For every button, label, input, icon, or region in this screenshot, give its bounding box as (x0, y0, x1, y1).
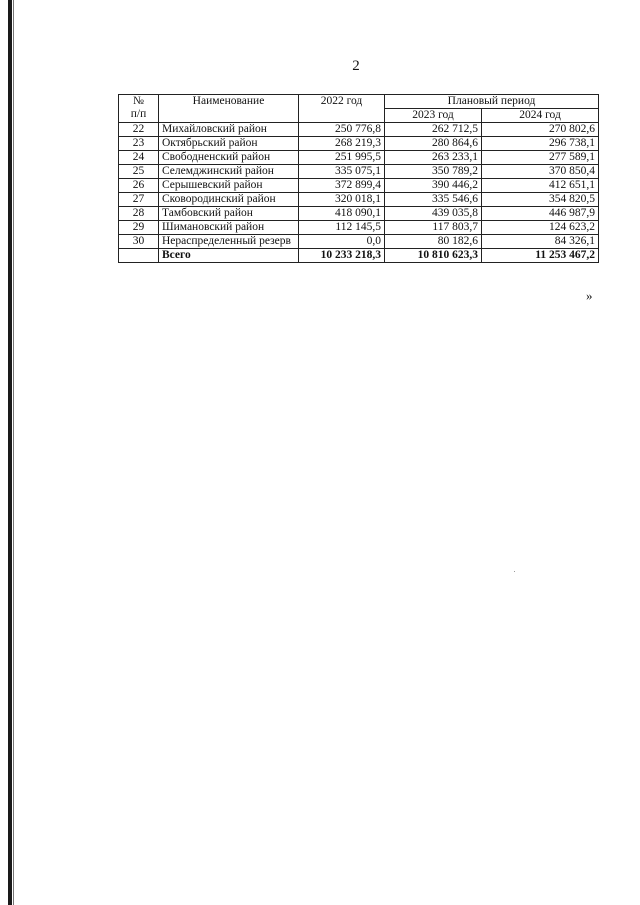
total-2023: 10 810 623,3 (385, 249, 482, 263)
row-name: Октябрьский район (159, 137, 299, 151)
row-name: Тамбовский район (159, 207, 299, 221)
scan-edge-shadow (13, 0, 14, 905)
row-value-2024: 354 820,5 (482, 193, 599, 207)
table-row (119, 193, 599, 207)
table-body (119, 123, 599, 249)
row-value-2023: 117 803,7 (385, 221, 482, 235)
table-row (119, 123, 599, 137)
budget-table (118, 94, 599, 263)
row-value-2023: 80 182,6 (385, 235, 482, 249)
total-num-cell (119, 249, 159, 263)
total-2024: 11 253 467,2 (482, 249, 599, 263)
table-row (119, 221, 599, 235)
header-name: Наименование (159, 95, 299, 123)
row-name: Сковородинский район (159, 193, 299, 207)
row-value-2022: 320 018,1 (299, 193, 385, 207)
row-num: 28 (119, 207, 159, 221)
row-value-2022: 0,0 (299, 235, 385, 249)
header-year-2024: 2024 год (482, 109, 599, 123)
row-value-2022: 112 145,5 (299, 221, 385, 235)
row-num: 30 (119, 235, 159, 249)
row-num: 29 (119, 221, 159, 235)
table-row (119, 137, 599, 151)
row-value-2024: 412 651,1 (482, 179, 599, 193)
header-year-2022: 2022 год (299, 95, 385, 123)
row-name: Шимановский район (159, 221, 299, 235)
row-value-2023: 262 712,5 (385, 123, 482, 137)
row-name: Свободненский район (159, 151, 299, 165)
total-row (119, 249, 599, 263)
row-value-2024: 370 850,4 (482, 165, 599, 179)
row-value-2022: 251 995,5 (299, 151, 385, 165)
row-name: Селемджинский район (159, 165, 299, 179)
row-value-2024: 446 987,9 (482, 207, 599, 221)
row-value-2024: 124 623,2 (482, 221, 599, 235)
row-name: Михайловский район (159, 123, 299, 137)
header-num (119, 95, 159, 123)
row-value-2023: 350 789,2 (385, 165, 482, 179)
row-value-2022: 268 219,3 (299, 137, 385, 151)
row-name: Серышевский район (159, 179, 299, 193)
row-num: 22 (119, 123, 159, 137)
row-value-2022: 335 075,1 (299, 165, 385, 179)
row-value-2023: 390 446,2 (385, 179, 482, 193)
row-value-2024: 84 326,1 (482, 235, 599, 249)
header-planning-period: Плановый период (385, 95, 599, 109)
scan-edge (8, 0, 12, 905)
total-label: Всего (159, 249, 299, 263)
row-value-2022: 418 090,1 (299, 207, 385, 221)
header-num-line2: п/п (130, 108, 147, 120)
row-num: 23 (119, 137, 159, 151)
row-value-2024: 296 738,1 (482, 137, 599, 151)
table-row (119, 165, 599, 179)
row-value-2024: 270 802,6 (482, 123, 599, 137)
row-num: 24 (119, 151, 159, 165)
row-value-2023: 263 233,1 (385, 151, 482, 165)
header-row-1 (119, 95, 599, 109)
total-2022: 10 233 218,3 (299, 249, 385, 263)
table-row (119, 207, 599, 221)
page-number: 2 (352, 58, 360, 74)
row-value-2024: 277 589,1 (482, 151, 599, 165)
table-row (119, 235, 599, 249)
row-value-2023: 280 864,6 (385, 137, 482, 151)
row-num: 26 (119, 179, 159, 193)
row-value-2022: 250 776,8 (299, 123, 385, 137)
row-name: Нераспределенный резерв (159, 235, 299, 249)
closing-quote-mark: » (586, 288, 593, 303)
row-num: 27 (119, 193, 159, 207)
header-year-2023: 2023 год (385, 109, 482, 123)
header-num-line1: № (133, 95, 144, 107)
row-value-2022: 372 899,4 (299, 179, 385, 193)
row-value-2023: 335 546,6 (385, 193, 482, 207)
row-value-2023: 439 035,8 (385, 207, 482, 221)
table-row (119, 151, 599, 165)
table-row (119, 179, 599, 193)
row-num: 25 (119, 165, 159, 179)
scan-speck (514, 571, 515, 572)
